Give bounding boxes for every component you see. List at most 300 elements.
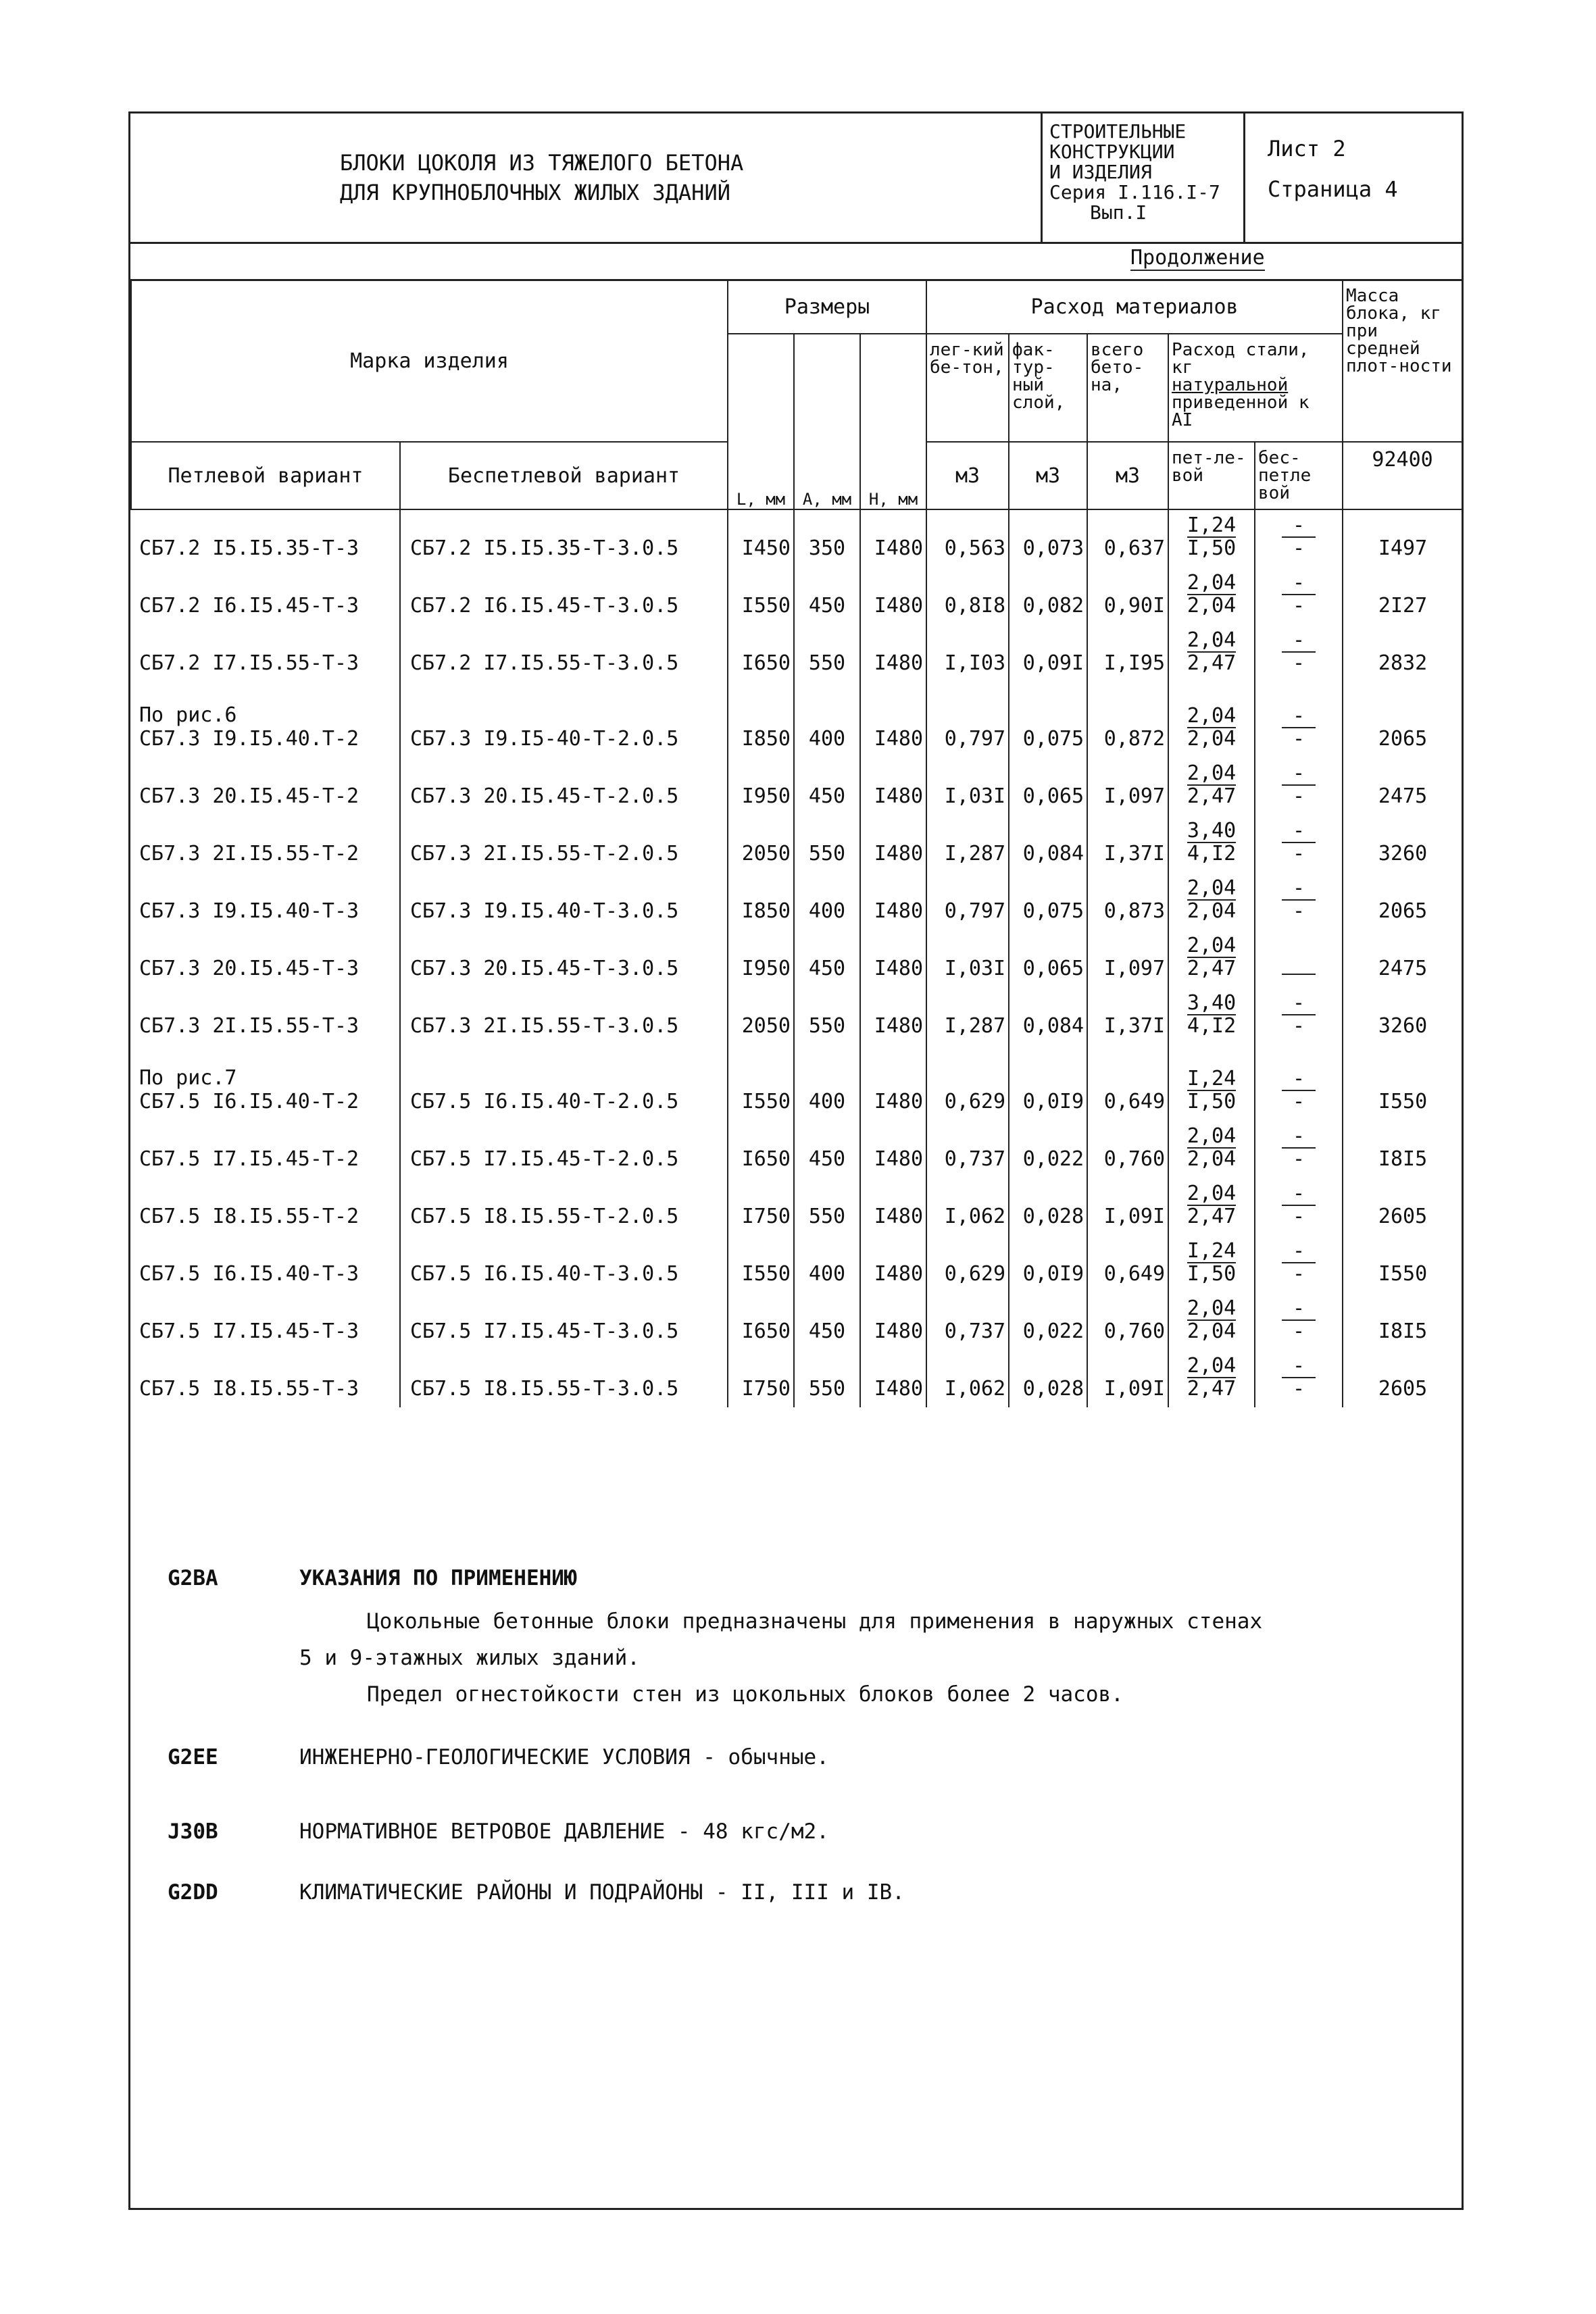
note-paragraph [299,1603,1448,1713]
table-row [131,987,1462,1045]
cell-light-concrete: I,287 [926,987,1009,1045]
cell-loop-variant [131,987,400,1045]
table-row [131,509,1462,567]
table-row [131,1045,1462,1120]
cell-H: I480 [860,1178,926,1235]
loop-mark: СБ7.3 2I.I5.55-Т-2 [139,842,359,865]
header-unit-facing: м3 [1009,442,1087,509]
cell-steel-noloop [1255,815,1343,872]
header-unit-light: м3 [926,442,1009,509]
cell-light-concrete: 0,563 [926,509,1009,567]
table-row [131,815,1462,872]
title-line-2: ДЛЯ КРУПНОБЛОЧНЫХ ЖИЛЫХ ЗДАНИЙ [340,180,730,205]
cell-light-concrete: I,062 [926,1178,1009,1235]
cell-facing-layer: 0,075 [1009,682,1087,757]
header-sizes: Размеры [728,280,926,334]
table-row [131,1350,1462,1407]
steel-fraction [1282,1298,1316,1342]
cell-noloop-variant: СБ7.5 I8.I5.55-Т-2.0.5 [400,1178,728,1235]
header-density: 92400 [1343,442,1462,509]
cell-L: I550 [728,1045,794,1120]
steel-fraction [1187,1298,1236,1342]
steel-natural [1282,974,1316,975]
cell-facing-layer: 0,0I9 [1009,1235,1087,1292]
steel-fraction [1187,763,1236,807]
series-block [1043,114,1245,242]
cell-facing-layer: 0,0I9 [1009,1045,1087,1120]
steel-natural: - [1282,820,1316,843]
cell-noloop-variant: СБ7.3 20.I5.45-Т-3.0.5 [400,930,728,987]
title-line-1: БЛОКИ ЦОКОЛЯ ИЗ ТЯЖЕЛОГО БЕТОНА [340,150,744,176]
cell-steel-loop [1168,987,1255,1045]
cell-mass: I550 [1378,1090,1428,1113]
steel-fraction [1282,1126,1316,1170]
cell-steel-noloop [1255,1045,1343,1120]
cell-noloop-variant: СБ7.3 20.I5.45-Т-2.0.5 [400,757,728,815]
cell-facing-layer: 0,073 [1009,509,1087,567]
note-code-3: J30B [168,1819,218,1844]
cell-steel-noloop [1255,930,1343,987]
cell-H: I480 [860,1120,926,1178]
steel-reduced: 2,47 [1187,784,1237,808]
cell-A: 400 [794,682,860,757]
steel-reduced: I,50 [1187,1090,1237,1113]
table-row [131,930,1462,987]
cell-light-concrete: 0,737 [926,1292,1009,1350]
table-row [131,872,1462,930]
steel-reduced: - [1293,651,1305,675]
cell-noloop-variant: СБ7.5 I6.I5.40-Т-2.0.5 [400,1045,728,1120]
steel-fraction [1282,572,1316,617]
steel-reduced: - [1293,1262,1305,1286]
steel-fraction [1282,1068,1316,1113]
cell-A: 450 [794,567,860,624]
loop-mark: СБ7.5 I7.I5.45-Т-2 [139,1147,359,1171]
header-steel-natural: натуральной [1172,375,1289,395]
header-light-concrete: лег-кий бе-тон, [926,334,1009,442]
cell-steel-loop [1168,567,1255,624]
cell-A: 550 [794,1350,860,1407]
steel-natural: - [1282,630,1316,653]
cell-loop-variant [131,1235,400,1292]
cell-steel-loop [1168,872,1255,930]
loop-mark: СБ7.5 I6.I5.40-Т-3 [139,1262,359,1286]
cell-steel-loop [1168,624,1255,682]
note-code-4: G2DD [168,1880,218,1905]
header-noloop-variant: Беспетлевой вариант [400,442,728,509]
cell-A: 550 [794,987,860,1045]
cell-steel-noloop [1255,624,1343,682]
cell-total-concrete: I,09I [1087,1178,1168,1235]
cell-H: I480 [860,757,926,815]
header-materials: Расход материалов [926,280,1343,334]
cell-light-concrete: I,03I [926,757,1009,815]
cell-facing-layer: 0,022 [1009,1120,1087,1178]
cell-light-concrete: 0,8I8 [926,567,1009,624]
document-frame [128,111,1464,2210]
steel-reduced: 2,47 [1187,1205,1237,1228]
cell-H: I480 [860,1235,926,1292]
sheet-block [1247,114,1462,242]
cell-light-concrete: 0,737 [926,1120,1009,1178]
cell-steel-loop [1168,1350,1255,1407]
header-steel [1168,334,1343,442]
cell-total-concrete: 0,873 [1087,872,1168,930]
cell-total-concrete: I,37I [1087,815,1168,872]
cell-light-concrete: 0,797 [926,872,1009,930]
note-title-1: УКАЗАНИЯ ПО ПРИМЕНЕНИЮ [299,1566,577,1590]
steel-natural: - [1282,515,1316,538]
cell-total-concrete: I,37I [1087,987,1168,1045]
cell-H: I480 [860,815,926,872]
steel-natural: - [1282,1068,1316,1091]
series-line-4: Серия I.116.I-7 [1049,181,1220,203]
cell-loop-variant [131,1120,400,1178]
cell-A: 350 [794,509,860,567]
table-row [131,682,1462,757]
steel-reduced: I,50 [1187,536,1237,560]
continuation-label: Продолжение [1130,246,1265,270]
steel-natural: 2,04 [1187,1124,1237,1148]
cell-loop-variant [131,930,400,987]
cell-L: I550 [728,567,794,624]
cell-noloop-variant: СБ7.3 2I.I5.55-Т-2.0.5 [400,815,728,872]
note-para-1c: Предел огнестойкости стен из цокольных блоков более 2 часов. [367,1682,1124,1707]
steel-fraction [1282,1183,1316,1228]
title-block [130,114,1462,244]
cell-light-concrete: I,03I [926,930,1009,987]
steel-natural: 2,04 [1187,1297,1237,1320]
header-unit-total: м3 [1087,442,1168,509]
cell-L: I950 [728,930,794,987]
header-total-concrete: всего бето-на, [1087,334,1168,442]
table-row [131,624,1462,682]
cell-L: I650 [728,1292,794,1350]
cell-mass: I8I5 [1378,1147,1428,1171]
page-number: Страница 4 [1268,176,1398,202]
loop-mark: СБ7.2 I7.I5.55-Т-3 [139,651,359,675]
cell-steel-noloop [1255,682,1343,757]
cell-steel-loop [1168,757,1255,815]
steel-fraction [1282,1355,1316,1400]
figure-reference: По рис.7 [139,1066,237,1090]
cell-H: I480 [860,1292,926,1350]
cell-total-concrete: 0,760 [1087,1120,1168,1178]
steel-natural: - [1282,705,1316,728]
note-text-4: КЛИМАТИЧЕСКИЕ РАЙОНЫ И ПОДРАЙОНЫ - II, III и IB. [299,1880,905,1905]
steel-reduced: - [1293,536,1305,560]
cell-steel-loop [1168,1292,1255,1350]
continuation-row [130,242,1462,281]
loop-mark: СБ7.5 I7.I5.45-Т-3 [139,1319,359,1343]
cell-steel-loop [1168,682,1255,757]
cell-steel-noloop [1255,1178,1343,1235]
cell-H: I480 [860,1350,926,1407]
table-row [131,1292,1462,1350]
cell-noloop-variant: СБ7.3 2I.I5.55-Т-3.0.5 [400,987,728,1045]
cell-steel-noloop [1255,509,1343,567]
cell-light-concrete: I,062 [926,1350,1009,1407]
cell-loop-variant [131,1292,400,1350]
cell-loop-variant [131,757,400,815]
cell-total-concrete: I,09I [1087,1350,1168,1407]
steel-reduced: - [1293,1377,1305,1401]
steel-reduced: - [1293,842,1305,865]
steel-fraction [1187,878,1236,922]
steel-fraction [1187,705,1236,750]
steel-natural: I,24 [1187,1239,1237,1263]
header-steel-reduced: приведенной к AI [1172,393,1310,430]
cell-mass: 2475 [1378,957,1428,980]
cell-total-concrete: 0,649 [1087,1045,1168,1120]
cell-mass: 2065 [1378,727,1428,751]
steel-reduced: 2,47 [1187,651,1237,675]
steel-reduced: - [1293,1014,1305,1038]
loop-mark: СБ7.5 I6.I5.40-Т-2 [139,1090,359,1113]
table-row [131,757,1462,815]
cell-steel-loop [1168,1045,1255,1120]
cell-facing-layer: 0,065 [1009,930,1087,987]
loop-mark: СБ7.5 I8.I5.55-Т-2 [139,1205,359,1228]
series-line-2: КОНСТРУКЦИИ [1049,141,1175,163]
cell-loop-variant [131,1178,400,1235]
cell-H: I480 [860,567,926,624]
steel-natural: - [1282,878,1316,901]
cell-steel-loop [1168,930,1255,987]
steel-natural: 2,04 [1187,1182,1237,1205]
sheet-number: Лист 2 [1268,136,1346,161]
steel-fraction [1187,1183,1236,1228]
loop-mark: СБ7.3 20.I5.45-Т-3 [139,957,359,980]
header-mark: Марка изделия [131,280,728,442]
header-noloop-steel: бес-петле вой [1255,442,1343,509]
header-mass: Масса блока, кг при средней плот-ности [1343,280,1462,442]
cell-L: I850 [728,872,794,930]
cell-noloop-variant: СБ7.5 I7.I5.45-Т-2.0.5 [400,1120,728,1178]
cell-noloop-variant: СБ7.3 I9.I5-40-Т-2.0.5 [400,682,728,757]
cell-H: I480 [860,930,926,987]
steel-reduced: - [1293,594,1305,618]
steel-natural: - [1282,572,1316,595]
note-para-1b: 5 и 9-этажных жилых зданий. [299,1646,640,1670]
steel-reduced: 4,I2 [1187,1014,1237,1038]
cell-light-concrete: I,287 [926,815,1009,872]
cell-noloop-variant: СБ7.3 I9.I5.40-Т-3.0.5 [400,872,728,930]
cell-A: 450 [794,930,860,987]
steel-fraction [1282,992,1316,1037]
cell-noloop-variant: СБ7.5 I8.I5.55-Т-3.0.5 [400,1350,728,1407]
cell-L: 2050 [728,987,794,1045]
steel-natural: - [1282,1240,1316,1263]
note-code-1: G2BA [168,1566,218,1590]
steel-reduced: 2,47 [1187,957,1237,980]
cell-loop-variant [131,815,400,872]
steel-reduced: - [1293,727,1305,751]
cell-H: I480 [860,1045,926,1120]
steel-reduced: 2,04 [1187,1319,1237,1343]
cell-L: I850 [728,682,794,757]
cell-L: I750 [728,1178,794,1235]
steel-reduced: 2,04 [1187,899,1237,923]
cell-A: 550 [794,624,860,682]
cell-noloop-variant: СБ7.2 I5.I5.35-Т-3.0.5 [400,509,728,567]
steel-fraction [1187,515,1236,559]
cell-L: I650 [728,1120,794,1178]
note-text-3: НОРМАТИВНОЕ ВЕТРОВОЕ ДАВЛЕНИЕ - 48 кгс/м2. [299,1819,829,1844]
steel-reduced: - [1293,899,1305,923]
cell-H: I480 [860,509,926,567]
cell-loop-variant [131,509,400,567]
cell-steel-noloop [1255,1350,1343,1407]
steel-fraction [1282,878,1316,922]
cell-A: 450 [794,757,860,815]
cell-H: I480 [860,624,926,682]
steel-fraction [1187,935,1236,980]
cell-steel-noloop [1255,987,1343,1045]
cell-total-concrete: 0,649 [1087,1235,1168,1292]
note-text-2: ИНЖЕНЕРНО-ГЕОЛОГИЧЕСКИЕ УСЛОВИЯ - обычные. [299,1745,829,1769]
header-L: L, мм [728,334,794,509]
steel-fraction [1282,1240,1316,1285]
cell-steel-loop [1168,1120,1255,1178]
steel-natural: 2,04 [1187,704,1237,728]
steel-fraction [1282,705,1316,750]
steel-reduced: I,50 [1187,1262,1237,1286]
cell-L: I750 [728,1350,794,1407]
cell-mass: I497 [1378,536,1428,560]
cell-steel-loop [1168,509,1255,567]
cell-mass: 2832 [1378,651,1428,675]
cell-H: I480 [860,682,926,757]
cell-L: 2050 [728,815,794,872]
header-H: H, мм [860,334,926,509]
cell-loop-variant [131,567,400,624]
cell-mass: 2I27 [1378,594,1428,618]
cell-H: I480 [860,872,926,930]
cell-noloop-variant: СБ7.5 I6.I5.40-Т-3.0.5 [400,1235,728,1292]
steel-natural: 2,04 [1187,934,1237,957]
cell-loop-variant [131,1350,400,1407]
table-row [131,1235,1462,1292]
cell-L: I950 [728,757,794,815]
cell-mass: 2605 [1378,1205,1428,1228]
steel-fraction [1187,1126,1236,1170]
cell-mass: 2475 [1378,784,1428,808]
steel-natural: I,24 [1187,1067,1237,1090]
steel-natural: - [1282,1126,1316,1149]
series-line-1: СТРОИТЕЛЬНЫЕ [1049,120,1187,143]
cell-total-concrete: I,I95 [1087,624,1168,682]
loop-mark: СБ7.2 I5.I5.35-Т-3 [139,536,359,560]
table-row [131,1178,1462,1235]
document-title [130,114,1043,242]
steel-reduced: - [1293,784,1305,808]
cell-A: 400 [794,1045,860,1120]
cell-steel-noloop [1255,757,1343,815]
steel-natural: - [1282,1183,1316,1206]
steel-fraction [1187,820,1236,865]
cell-loop-variant [131,1045,400,1120]
cell-loop-variant [131,624,400,682]
header-A: A, мм [794,334,860,509]
steel-fraction [1187,992,1236,1037]
series-line-5: Вып.I [1090,201,1147,224]
steel-fraction [1282,820,1316,865]
cell-steel-noloop [1255,872,1343,930]
cell-facing-layer: 0,065 [1009,757,1087,815]
note-code-2: G2EE [168,1745,218,1769]
cell-A: 450 [794,1292,860,1350]
header-loop-variant: Петлевой вариант [131,442,400,509]
steel-natural: 2,04 [1187,1354,1237,1378]
cell-L: I450 [728,509,794,567]
steel-reduced: 2,04 [1187,727,1237,751]
steel-fraction [1282,515,1316,559]
cell-total-concrete: 0,760 [1087,1292,1168,1350]
loop-mark: СБ7.2 I6.I5.45-Т-3 [139,594,359,618]
cell-facing-layer: 0,09I [1009,624,1087,682]
cell-light-concrete: 0,797 [926,682,1009,757]
cell-mass: 3260 [1378,1014,1428,1038]
steel-natural: - [1282,1355,1316,1378]
cell-facing-layer: 0,082 [1009,567,1087,624]
cell-steel-loop [1168,815,1255,872]
steel-reduced: - [1293,1147,1305,1171]
steel-natural: - [1282,1298,1316,1321]
header-steel-label: Расход стали, кг [1172,340,1310,378]
cell-total-concrete: 0,872 [1087,682,1168,757]
cell-steel-noloop [1255,567,1343,624]
cell-mass: 2065 [1378,899,1428,923]
loop-mark: СБ7.3 2I.I5.55-Т-3 [139,1014,359,1038]
loop-mark: СБ7.3 20.I5.45-Т-2 [139,784,359,808]
cell-light-concrete: I,I03 [926,624,1009,682]
series-line-3: И ИЗДЕЛИЯ [1049,161,1152,183]
cell-steel-loop [1168,1178,1255,1235]
steel-fraction [1187,630,1236,674]
cell-light-concrete: 0,629 [926,1045,1009,1120]
steel-fraction [1282,630,1316,674]
cell-facing-layer: 0,022 [1009,1292,1087,1350]
steel-reduced: - [1293,1319,1305,1343]
cell-facing-layer: 0,084 [1009,987,1087,1045]
steel-reduced: 2,04 [1187,1147,1237,1171]
loop-mark: СБ7.3 I9.I5.40-Т-3 [139,899,359,923]
cell-loop-variant [131,872,400,930]
cell-total-concrete: 0,637 [1087,509,1168,567]
cell-H: I480 [860,987,926,1045]
steel-natural: 2,04 [1187,628,1237,652]
figure-reference: По рис.6 [139,703,237,727]
cell-noloop-variant: СБ7.2 I7.I5.55-Т-3.0.5 [400,624,728,682]
cell-noloop-variant: СБ7.5 I7.I5.45-Т-3.0.5 [400,1292,728,1350]
cell-noloop-variant: СБ7.2 I6.I5.45-Т-3.0.5 [400,567,728,624]
cell-total-concrete: I,097 [1087,757,1168,815]
cell-L: I550 [728,1235,794,1292]
cell-A: 400 [794,872,860,930]
steel-natural: 2,04 [1187,571,1237,595]
steel-natural: 2,04 [1187,761,1237,785]
loop-mark: СБ7.3 I9.I5.40.Т-2 [139,727,359,751]
cell-mass: I8I5 [1378,1319,1428,1343]
cell-A: 400 [794,1235,860,1292]
steel-natural: 3,40 [1187,991,1237,1015]
cell-L: I650 [728,624,794,682]
steel-natural: 3,40 [1187,819,1237,842]
steel-natural: - [1282,992,1316,1015]
cell-mass: I550 [1378,1262,1428,1286]
cell-mass: 2605 [1378,1377,1428,1401]
